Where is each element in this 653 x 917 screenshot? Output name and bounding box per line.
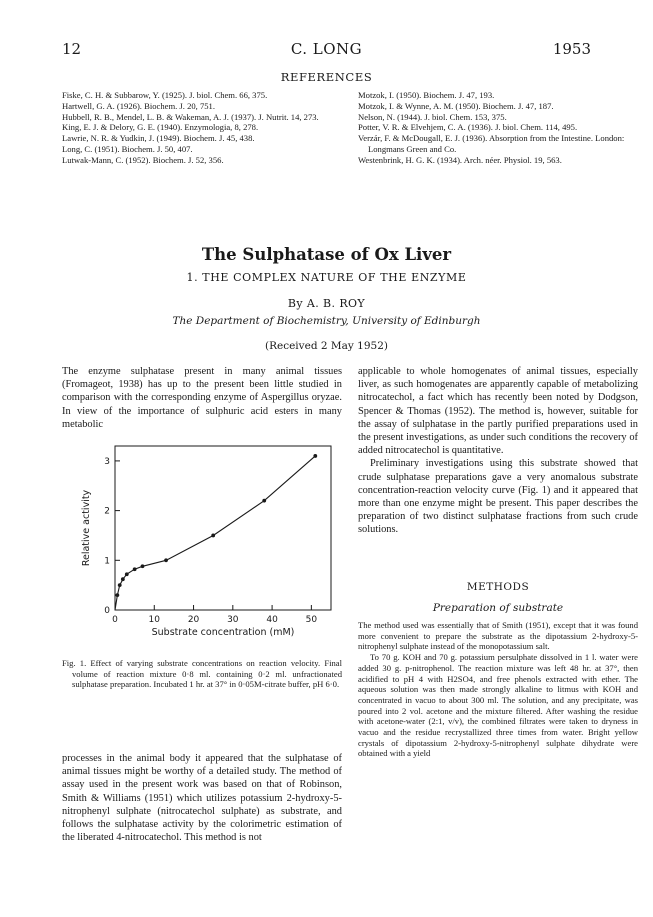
reference-item: Verzár, F. & McDougall, E. J. (1936). Absorption from the Intestine. London: Longmans Green and Co.: [358, 133, 625, 154]
data-point: [211, 534, 215, 538]
article-affiliation: The Department of Biochemistry, University of Edinburgh: [172, 315, 481, 327]
page-number: 12: [62, 40, 82, 58]
references-left-column: [62, 90, 334, 166]
reference-item: Motzok, I. & Wynne, A. M. (1950). Biochem. J. 47, 187.: [358, 100, 554, 111]
preparation-heading: Preparation of substrate: [432, 602, 564, 614]
data-point: [118, 583, 122, 587]
reference-item: Hubbell, R. B., Mendel, L. B. & Wakeman, A. J. (1937). J. Nutrit. 14, 273.: [62, 111, 319, 122]
reference-item: Motzok, I. (1950). Biochem. J. 47, 193.: [358, 90, 495, 100]
body-text-left-bottom: [62, 752, 342, 844]
references-right-column: [358, 90, 630, 166]
data-point: [262, 499, 266, 503]
received-date: (Received 2 May 1952): [265, 340, 388, 352]
article-author: By A. B. ROY: [287, 297, 366, 310]
y-tick-label: 0: [104, 606, 110, 616]
data-point: [125, 572, 129, 576]
figure-1-chart: [75, 438, 340, 653]
reference-item: King, E. J. & Delory, G. E. (1940). Enzymologia, 8, 278.: [62, 122, 259, 133]
data-point: [141, 564, 145, 568]
paragraph: applicable to whole homogenates of animal tissues, especially liver, as such homogenates are apparently capable of metabolizing nitrocatechol, a fact which has recently been noted by Dodgson, Spencer & Thomas (1952). The method is, however, suitable for the assay of sulphatase in the partly purified preparations used in the present investigations, as under such conditions the recovery of added nitrocatechol is quantitative.: [358, 366, 638, 457]
body-text-left-top: [62, 365, 342, 431]
y-tick-label: 1: [104, 556, 110, 567]
x-tick-label: 20: [187, 615, 200, 625]
x-tick-label: 0: [112, 615, 118, 625]
journal-year: 1953: [552, 40, 591, 58]
paragraph: processes in the animal body it appeared that the sulphatase of animal tissues might be worthy of a detailed study. The method of assay used in the present work was based on that of Robinson, Smith & Williams (1951) which utilizes potassium 2-hydroxy-5-nitrophenyl sulphate (nitrocatechol sulphate) as substrate, and follows the sulphatase activity by the colorimetric estimation of the liberated 4-nitrocatechol. This method is not: [62, 753, 342, 844]
data-point: [313, 454, 317, 458]
body-text-right-top: [358, 365, 638, 537]
x-tick-label: 50: [305, 615, 318, 625]
x-axis-label: Substrate concentration (mM): [151, 627, 295, 638]
data-point: [133, 567, 137, 571]
y-axis-label: Relative activity: [81, 489, 92, 567]
data-point: [121, 577, 125, 581]
series-line: [115, 456, 315, 610]
x-tick-label: 40: [266, 615, 278, 625]
reference-item: Westenbrink, H. G. K. (1934). Arch. néer. Physiol. 19, 563.: [358, 154, 562, 165]
article-subtitle: 1. THE COMPLEX NATURE OF THE ENZYME: [186, 271, 467, 284]
methods-heading: METHODS: [466, 581, 530, 593]
methods-text: [358, 620, 638, 759]
reference-item: Potter, V. R. & Elvehjem, C. A. (1936). J. biol. Chem. 114, 495.: [358, 122, 578, 133]
figure-1-caption: [62, 658, 342, 690]
article-title: The Sulphatase of Ox Liver: [201, 245, 452, 264]
paragraph: The method used was essentially that of Smith (1951), except that it was found more convenient to prepare the substrate as the dipotassium 2-hydroxy-5-nitrophenyl sulphate instead of the monopotassium salt.: [358, 620, 638, 652]
paragraph: Preliminary investigations using this substrate showed that crude sulphatase preparations gave a very anomalous substrate concentration-reaction velocity curve (Fig. 1) and it appeared that more than one enzyme might be present. This paper describes the preparation of two distinct sulphatase fractions from such crude solutions.: [358, 458, 638, 536]
y-tick-label: 2: [104, 506, 110, 517]
data-point: [115, 593, 119, 597]
paragraph: To 70 g. KOH and 70 g. potassium persulphate dissolved in 1 l. water were added 30 g. p-nitrophenol. The reaction mixture was left 48 hr. at 37°, then acidified to pH 4 with H2SO4, and free phenols extracted with ether. The aqueous solution was then made strongly alkaline to litmus with KOH and concentrated in vacuo to about 300 ml. The solution, and any precipitate, was poured into 2 vol. acetone and the mixture filtered. After washing the residue with acetone-water (2:1, v/v), the combined filtrates were taken to dryness in vacuo and the residue recrystallized three times from water. Bright yellow crystals of dipotassium 2-hydroxy-5-nitrophenyl sulphate dihydrate were obtained with a yield: [358, 652, 638, 759]
reference-item: Long, C. (1951). Biochem. J. 50, 407.: [62, 143, 193, 154]
reference-item: Nelson, N. (1944). J. biol. Chem. 153, 375.: [358, 111, 507, 122]
reference-item: Lawrie, N. R. & Yudkin, J. (1949). Biochem. J. 45, 438.: [62, 133, 255, 144]
paragraph: The enzyme sulphatase present in many animal tissues (Fromageot, 1938) has up to the present been little studied in comparison with the corresponding enzyme of Aspergillus oryzae. In view of the importance of sulphuric acid esters in many metabolic: [62, 366, 342, 430]
x-tick-label: 30: [227, 615, 239, 625]
reference-item: Fiske, C. H. & Subbarow, Y. (1925). J. biol. Chem. 66, 375.: [62, 90, 268, 100]
references-heading: REFERENCES: [280, 70, 373, 84]
reference-item: Lutwak-Mann, C. (1952). Biochem. J. 52, 356.: [62, 154, 224, 165]
reference-item: Hartwell, G. A. (1926). Biochem. J. 20, 751.: [62, 100, 215, 111]
y-tick-label: 3: [104, 456, 110, 467]
x-tick-label: 10: [148, 615, 160, 625]
data-point: [164, 558, 168, 562]
running-title: C. LONG: [290, 40, 363, 58]
caption-text: Fig. 1. Effect of varying substrate concentrations on reaction velocity. Final volume of reaction mixture 0·8 ml. containing 0·2 ml. unfractionated sulphatase preparation. Incubated 1 hr. at 37° in 0·05M-citrate buffer, pH 6·0.: [62, 658, 342, 690]
chart-series: [115, 454, 317, 610]
